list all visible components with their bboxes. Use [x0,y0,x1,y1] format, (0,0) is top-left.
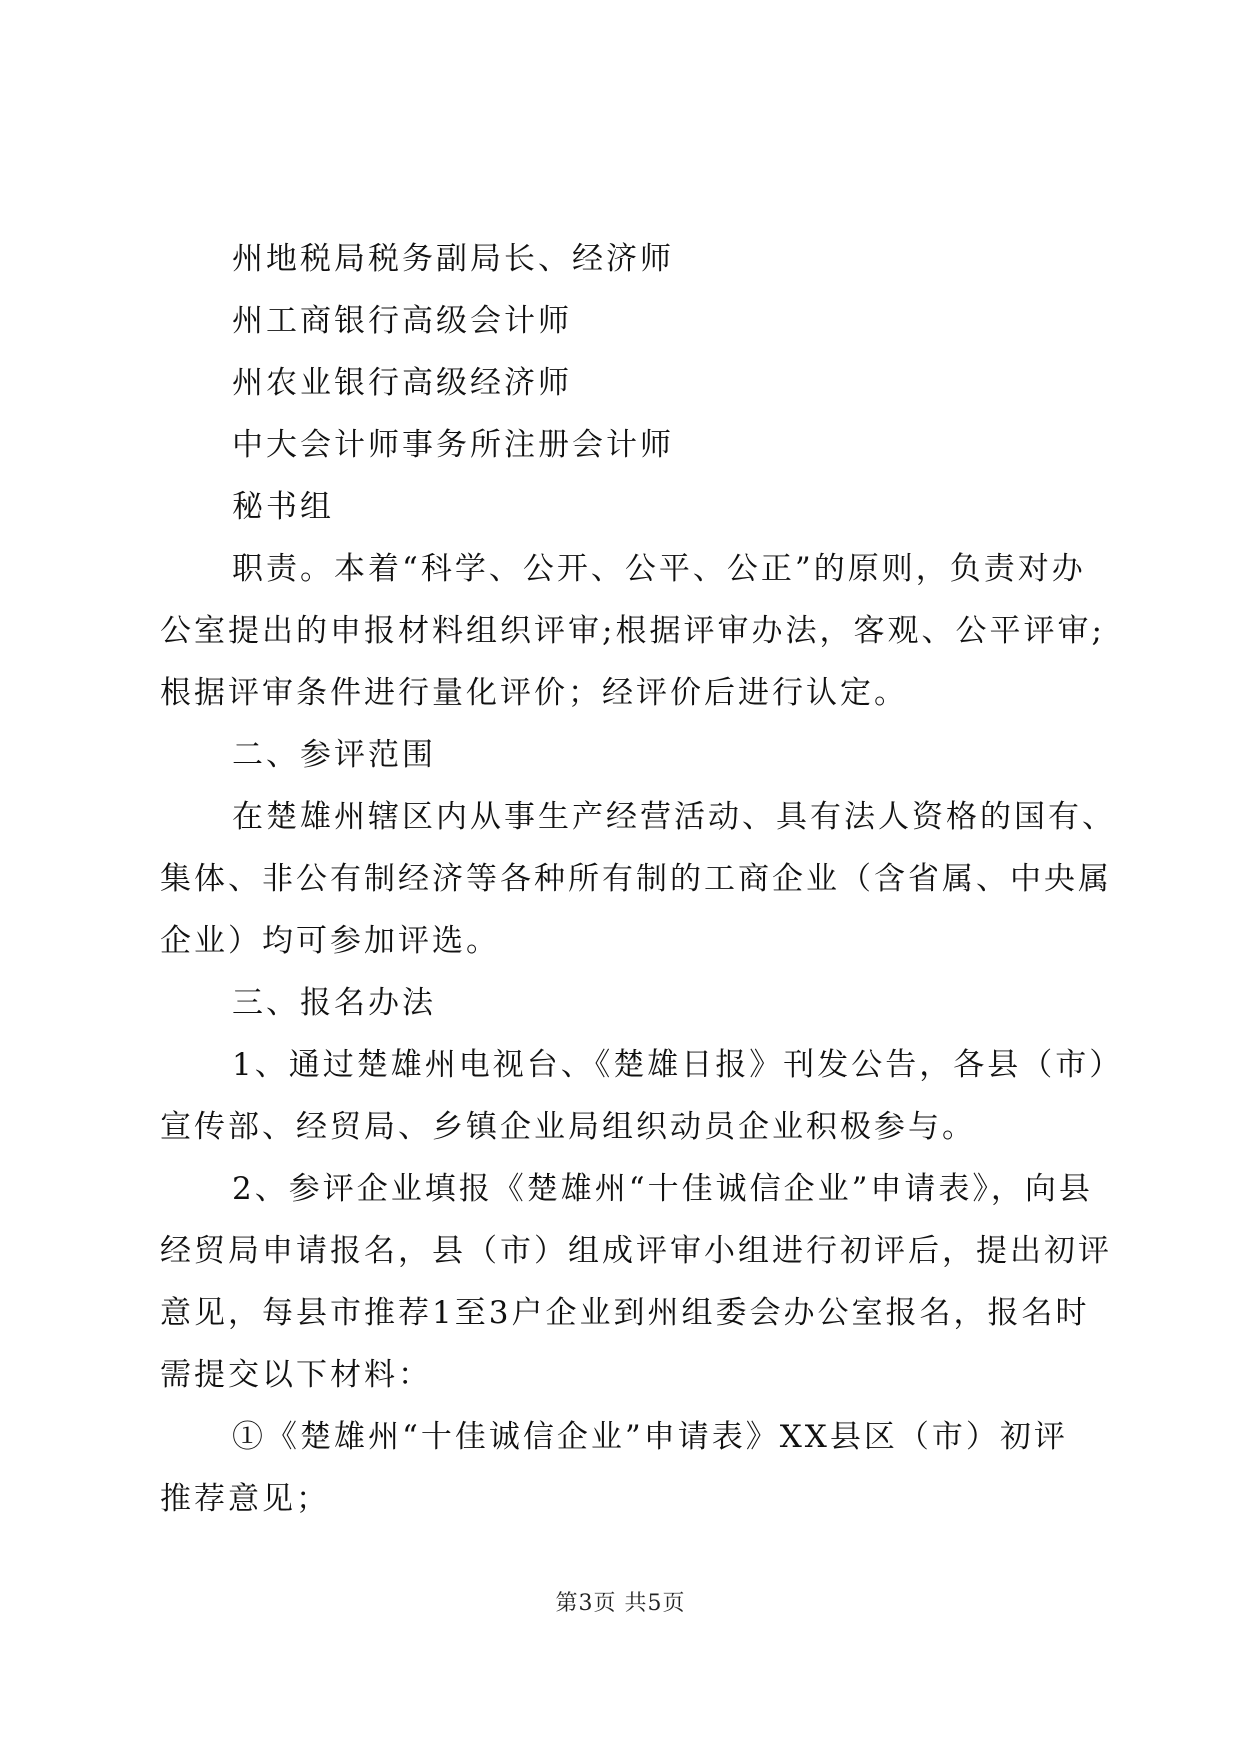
list-item-application-line-1: ①《楚雄州“十佳诚信企业”申请表》XX县区（市）初评 [232,1419,1068,1455]
text-line-accounting-firm: 中大会计师事务所注册会计师 [232,427,674,463]
text-line-abc: 州农业银行高级经济师 [232,365,572,401]
paragraph-item-2-line-2: 经贸局申请报名，县（市）组成评审小组进行初评后，提出初评 [160,1233,1112,1269]
text-line-icbc: 州工商银行高级会计师 [232,303,572,339]
page-number-footer: 第3页 共5页 [555,1591,686,1616]
document-body [160,228,1124,1530]
paragraph-duties-line-2: 公室提出的申报材料组织评审;根据评审办法，客观、公平评审; [160,613,1105,649]
paragraph-duties-line-3: 根据评审条件进行量化评价；经评价后进行认定。 [160,675,908,711]
text-line-tax-bureau: 州地税局税务副局长、经济师 [232,241,674,277]
paragraph-duties-line-1: 职责。本着“科学、公开、公平、公正”的原则，负责对办 [232,551,1086,587]
paragraph-item-2-line-1: 2、参评企业填报《楚雄州“十佳诚信企业”申请表》，向县 [232,1171,1093,1207]
paragraph-item-1-line-2: 宣传部、经贸局、乡镇企业局组织动员企业积极参与。 [160,1109,976,1145]
paragraph-item-2-line-4: 需提交以下材料： [160,1357,432,1393]
paragraph-item-1-line-1: 1、通过楚雄州电视台、《楚雄日报》刊发公告，各县（市） [232,1047,1124,1083]
section-heading-scope: 二、参评范围 [232,737,436,773]
paragraph-item-2-line-3: 意见，每县市推荐1至3户企业到州组委会办公室报名，报名时 [160,1295,1090,1331]
paragraph-scope-line-1: 在楚雄州辖区内从事生产经营活动、具有法人资格的国有、 [232,799,1116,835]
paragraph-scope-line-2: 集体、非公有制经济等各种所有制的工商企业（含省属、中央属 [160,861,1112,897]
text-line-secretariat: 秘书组 [232,489,334,525]
paragraph-scope-line-3: 企业）均可参加评选。 [160,923,500,959]
section-heading-registration: 三、报名办法 [232,985,436,1021]
list-item-application-line-2: 推荐意见； [160,1481,330,1517]
